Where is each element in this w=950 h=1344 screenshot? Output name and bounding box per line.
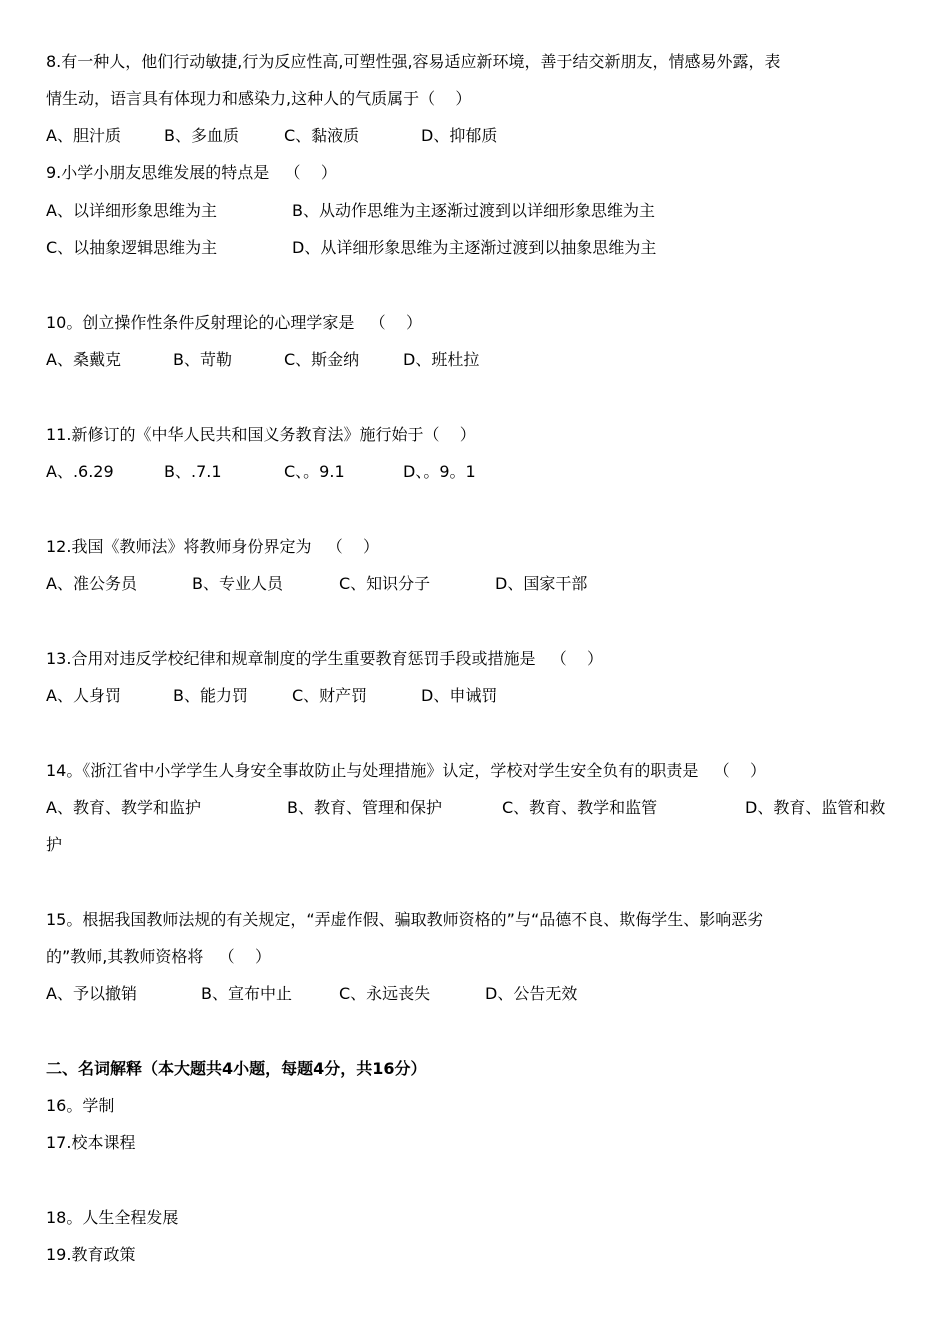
- term-19: 19.教育政策: [46, 1245, 136, 1264]
- q8-text-line-2: 情生动，语言具有体现力和感染力,这种人的气质属于（ ）: [46, 89, 472, 108]
- q12-text: 12.我国《教师法》将教师身份界定为 （ ）: [46, 537, 380, 556]
- q9-text: 9.小学小朋友思维发展的特点是 （ ）: [46, 163, 337, 182]
- q10-option-b: B、苛勒: [173, 350, 232, 369]
- q14-option-d: D、教育、监管和救: [745, 798, 886, 817]
- q12-option-d: D、国家干部: [495, 574, 588, 593]
- q14-option-d-continuation: 护: [46, 835, 63, 854]
- q15-option-d: D、公告无效: [485, 984, 578, 1003]
- q8-option-a: A、胆汁质: [46, 126, 121, 145]
- term-18: 18。人生全程发展: [46, 1208, 179, 1227]
- q15-text-line-2: 的”教师,其教师资格将 （ ）: [46, 947, 271, 966]
- q12-option-a: A、准公务员: [46, 574, 137, 593]
- q15-option-b: B、宣布中止: [201, 984, 292, 1003]
- q14-option-b: B、教育、管理和保护: [287, 798, 442, 817]
- q15-option-c: C、永远丧失: [339, 984, 431, 1003]
- term-17: 17.校本课程: [46, 1133, 136, 1152]
- q8-option-d: D、抑郁质: [421, 126, 498, 145]
- q11-option-d: D、。9。1: [403, 462, 476, 481]
- q13-option-d: D、申诫罚: [421, 686, 498, 705]
- q15-text-line-1: 15。根据我国教师法规的有关规定，“弄虚作假、骗取教师资格的”与“品德不良、欺侮学生、影响恶劣: [46, 910, 764, 929]
- q8-option-b: B、多血质: [164, 126, 239, 145]
- q13-option-c: C、财产罚: [292, 686, 368, 705]
- q11-option-a: A、.6.29: [46, 462, 114, 481]
- q11-option-b: B、.7.1: [164, 462, 222, 481]
- q13-option-a: A、人身罚: [46, 686, 121, 705]
- q11-option-c: C、。9.1: [284, 462, 345, 481]
- q8-option-c: C、黏液质: [284, 126, 360, 145]
- q13-text: 13.合用对违反学校纪律和规章制度的学生重要教育惩罚手段或措施是 （ ）: [46, 649, 604, 668]
- q14-option-a: A、教育、教学和监护: [46, 798, 201, 817]
- q11-text: 11.新修订的《中华人民共和国义务教育法》施行始于（ ）: [46, 425, 476, 444]
- q9-option-c: C、以抽象逻辑思维为主: [46, 238, 218, 257]
- q12-option-b: B、专业人员: [192, 574, 283, 593]
- q15-option-a: A、予以撤销: [46, 984, 137, 1003]
- q10-text: 10。创立操作性条件反射理论的心理学家是 （ ）: [46, 313, 422, 332]
- q13-option-b: B、能力罚: [173, 686, 248, 705]
- q9-option-b: B、从动作思维为主逐渐过渡到以详细形象思维为主: [292, 201, 655, 220]
- q14-option-c: C、教育、教学和监管: [502, 798, 658, 817]
- q14-text: 14。《浙江省中小学学生人身安全事故防止与处理措施》认定，学校对学生安全负有的职责是 （ ）: [46, 761, 766, 780]
- term-16: 16。学制: [46, 1096, 115, 1115]
- q10-option-a: A、桑戴克: [46, 350, 121, 369]
- q10-option-c: C、斯金纳: [284, 350, 360, 369]
- section-2-heading: 二、名词解释（本大题共4小题，每题4分，共16分）: [46, 1059, 427, 1078]
- q10-option-d: D、班杜拉: [403, 350, 480, 369]
- q8-text-line-1: 8.有一种人，他们行动敏捷,行为反应性高,可塑性强,容易适应新环境，善于结交新朋友，情感易外露，表: [46, 52, 781, 71]
- q12-option-c: C、知识分子: [339, 574, 431, 593]
- q9-option-d: D、从详细形象思维为主逐渐过渡到以抽象思维为主: [292, 238, 657, 257]
- q9-option-a: A、以详细形象思维为主: [46, 201, 217, 220]
